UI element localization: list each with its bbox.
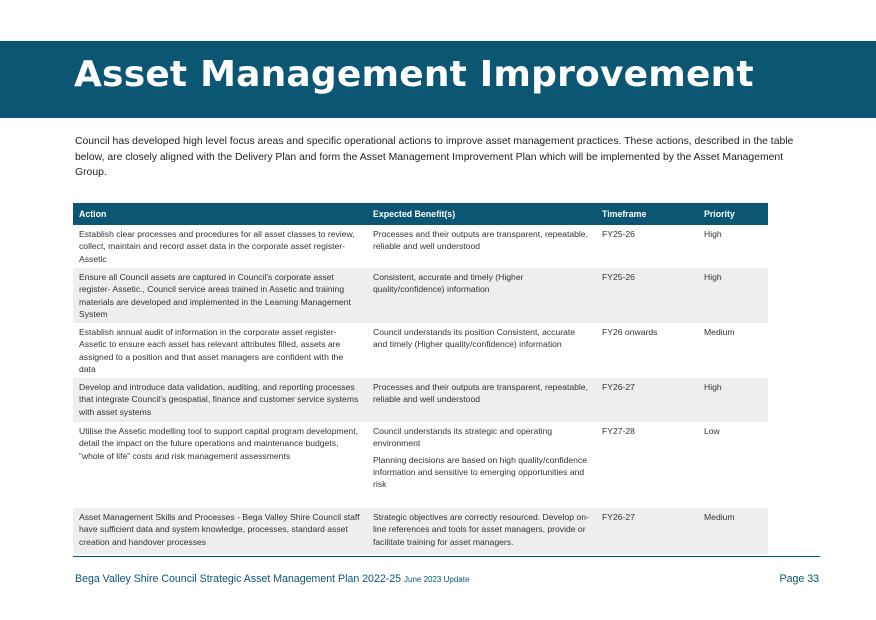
timeframe-cell: FY26 onwards <box>602 327 658 337</box>
action-cell: Establish annual audit of information in the corporate asset register- Assetic to ensure each asset has relevant attributes filled, assets are assigned to a position and that asset managers are confident with the data <box>79 327 344 374</box>
benefit-text: Processes and their outputs are transparent, repeatable, reliable and well understood <box>373 382 588 405</box>
page-number: Page 33 <box>779 573 819 585</box>
footer-plan-name: Bega Valley Shire Council Strategic Asset Management Plan 2022-25 <box>75 573 402 585</box>
benefit-cell <box>367 422 596 508</box>
benefit-text: Consistent, accurate and timely (Higher quality/confidence) information <box>373 272 524 295</box>
table-row <box>73 508 768 554</box>
priority-cell: High <box>698 378 768 422</box>
intro-paragraph: Council has developed high level focus areas and specific operational actions to improve asset management practices. These actions, described in the table below, are closely aligned with the Delivery Plan and form the Asset Management Improvement Plan which will be implemented by the Asset Management Group. <box>75 136 794 178</box>
page-title: Asset Management Improvement <box>74 54 754 95</box>
action-cell: Asset Management Skills and Processes - Bega Valley Shire Council staff have sufficient data and system knowledge, processes, standard asset creation and handover processes <box>73 508 367 554</box>
priority-cell: Medium <box>704 327 735 337</box>
benefit-cell <box>367 323 596 378</box>
footer-document-title <box>75 573 469 585</box>
benefit-cell <box>367 508 596 554</box>
benefit-cell <box>367 268 596 323</box>
footer-update-note: June 2023 Update <box>404 575 470 584</box>
footer-divider <box>73 556 820 557</box>
table-row <box>73 225 768 268</box>
benefit-text: Planning decisions are based on high quality/confidence information and sensitive to emerging opportunities and risk <box>373 454 588 490</box>
column-header-timeframe: Timeframe <box>596 203 698 225</box>
benefit-cell <box>367 225 596 268</box>
title-banner <box>0 41 876 118</box>
benefit-text: Processes and their outputs are transparent, repeatable, reliable and well understood <box>373 229 588 252</box>
action-cell: Ensure all Council assets are captured in Council’s corporate asset register- Assetic., Council service areas trained in Assetic and training materials are developed and implemented in the Learning Management System <box>73 268 367 323</box>
benefit-text: Council understands its position Consistent, accurate and timely (Higher quality/confidence) information <box>373 327 576 350</box>
column-header-expected-benefits: Expected Benefit(s) <box>367 203 596 225</box>
column-header-action: Action <box>73 203 367 225</box>
action-cell: Establish clear processes and procedures for all asset classes to review, collect, maintain and record asset data in the corporate asset register- Assetic <box>79 229 355 264</box>
priority-cell: Medium <box>698 508 768 554</box>
benefit-text: Council understands its strategic and operating environment <box>373 426 553 449</box>
column-header-priority: Priority <box>698 203 768 225</box>
benefit-text: Strategic objectives are correctly resourced. Develop on-line references and tools for asset managers, provide or facilitate training for asset managers. <box>373 512 589 547</box>
table-header-row <box>73 203 768 225</box>
priority-cell: High <box>698 268 768 323</box>
table-row <box>73 422 768 508</box>
timeframe-cell: FY25-26 <box>602 229 635 239</box>
action-cell: Develop and introduce data validation, auditing, and reporting processes that integrate Council’s geospatial, finance and customer service systems with asset systems <box>73 378 367 422</box>
table-row <box>73 378 768 422</box>
improvement-plan-table <box>73 203 768 554</box>
priority-cell: Low <box>704 426 720 436</box>
timeframe-cell: FY27-28 <box>602 426 635 436</box>
table-row <box>73 268 768 323</box>
action-cell: Utilise the Assetic modelling tool to support capital program development, detail the impact on the future operations and maintenance budgets, “whole of life” costs and risk management assessments <box>79 426 358 461</box>
timeframe-cell: FY26-27 <box>596 508 698 554</box>
benefit-cell <box>367 378 596 422</box>
timeframe-cell: FY26-27 <box>596 378 698 422</box>
priority-cell: High <box>704 229 722 239</box>
timeframe-cell: FY25-26 <box>596 268 698 323</box>
table-row <box>73 323 768 378</box>
